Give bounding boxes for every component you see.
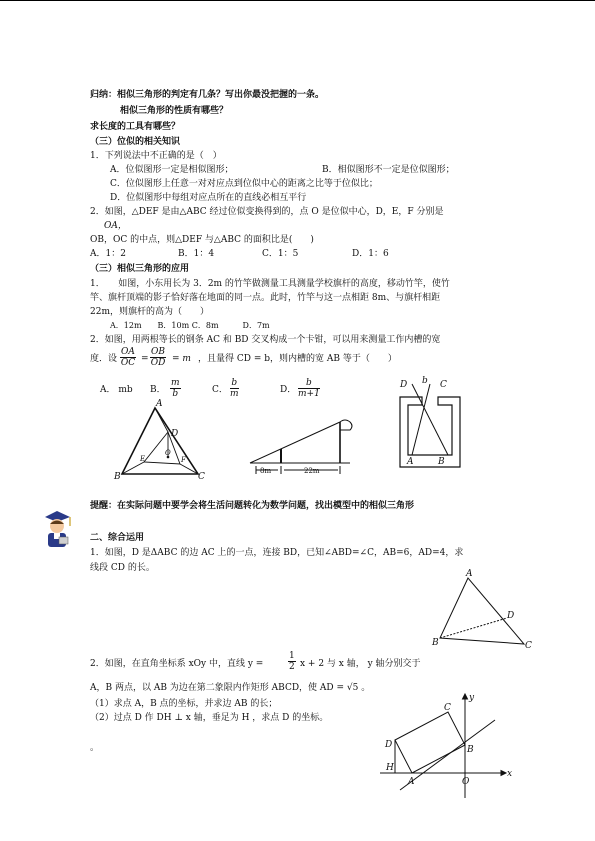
label-8m: 8m bbox=[260, 467, 272, 475]
section3a-title: （三）位似的相关知识 bbox=[90, 137, 181, 147]
app-q2-option-b-label: B． bbox=[150, 385, 166, 395]
section3b-title: （三）相似三角形的应用 bbox=[90, 264, 190, 274]
label-c: C bbox=[525, 641, 532, 651]
fraction-den: m+1 bbox=[298, 389, 320, 399]
app-q1-line3: 22m，则旗杆的高为（ ） bbox=[90, 307, 209, 317]
s2-q2-sub2: （2）过点 D 作 DH ⊥ x 轴，垂足为 H ，求点 D 的坐标。 bbox=[90, 713, 329, 723]
label-c: C bbox=[198, 472, 205, 482]
s2-q2-line2: A，B 两点，以 AB 为边在第二象限内作矩形 ABCD，使 AD = √5 。 bbox=[90, 683, 371, 693]
fraction-num: b bbox=[231, 378, 238, 388]
s2-q1-line1: 1．如图，D 是ΔABC 的边 AC 上的一点，连接 BD，已知∠ABD=∠C，AB=6，AD=4，求 bbox=[90, 548, 464, 558]
fraction-den: b bbox=[172, 389, 179, 399]
label-d: D bbox=[171, 429, 179, 439]
figure-triangle-abd bbox=[432, 568, 532, 651]
q1-option-a: A．位似图形一定是相似图形； bbox=[110, 165, 234, 175]
s2-q2-pre: 2．如图，在直角坐标系 xOy 中，直线 y = bbox=[90, 659, 264, 669]
label-b: B bbox=[432, 638, 439, 648]
q2-line1: 2．如图，△DEF 是由△ABC 经过位似变换得到的，点 O 是位似中心，D，E，F 分别是 bbox=[90, 207, 444, 217]
label-c: C bbox=[444, 703, 451, 713]
figure-coordinate-rectangle bbox=[380, 690, 520, 800]
label-f: F bbox=[181, 456, 186, 464]
q2-option-c: C．1：5 bbox=[262, 249, 299, 259]
label-o: O bbox=[462, 777, 470, 787]
label-b: b bbox=[422, 376, 428, 386]
option-d-fraction bbox=[298, 378, 320, 399]
fraction-ob-od bbox=[150, 347, 166, 368]
label-d: D bbox=[385, 740, 393, 750]
fraction-oa-oc bbox=[120, 347, 136, 368]
s2-q2-post: x + 2 与 x 轴， y 轴分别交于 bbox=[300, 659, 421, 669]
equals-sign: = bbox=[141, 354, 149, 364]
q1-stem: 1．下列说法中不正确的是（ ） bbox=[90, 151, 222, 161]
fraction-num: m bbox=[171, 378, 180, 388]
fraction-den: OD bbox=[150, 358, 166, 368]
q1-option-b: B．相似图形不一定是位似图形； bbox=[322, 165, 455, 175]
fraction-one-half bbox=[288, 651, 296, 672]
label-x: x bbox=[507, 769, 513, 779]
q2-option-b: B．1：4 bbox=[178, 249, 215, 259]
label-y: y bbox=[469, 693, 475, 703]
q1-option-d: D．位似图形中每组对应点所在的直线必相互平行 bbox=[110, 193, 307, 203]
app-q2-option-d-label: D． bbox=[280, 385, 297, 395]
app-q2-pre: 度．设 bbox=[90, 354, 118, 364]
label-c: C bbox=[440, 380, 447, 390]
label-a: A bbox=[466, 569, 473, 579]
q2-option-d: D．1：6 bbox=[352, 249, 389, 259]
summary-line3: 求长度的工具有哪些？ bbox=[90, 122, 181, 132]
label-b: B bbox=[114, 472, 121, 482]
fraction-num: OB bbox=[151, 347, 165, 357]
label-b2: B bbox=[438, 457, 445, 467]
summary-line2: 相似三角形的性质有哪些？ bbox=[120, 106, 229, 116]
s2-q2-end: 。 bbox=[90, 743, 100, 753]
figure-homothety-triangles bbox=[112, 399, 222, 482]
app-q2-mid: ，且量得 CD = b，则内槽的宽 AB 等于（ ） bbox=[198, 354, 397, 364]
eq-m: = m bbox=[172, 354, 191, 364]
q2-line2: OA， bbox=[104, 221, 127, 231]
summary-line1: 归纳：相似三角形的判定有几条？写出你最没把握的一条。 bbox=[90, 90, 325, 100]
app-q2-option-c-label: C． bbox=[212, 385, 228, 395]
label-22m: 22m bbox=[304, 467, 320, 475]
option-b-fraction bbox=[170, 378, 181, 399]
figure-caliper bbox=[390, 375, 470, 475]
page-top-rule bbox=[0, 0, 595, 1]
s2-q1-line2: 线段 CD 的长。 bbox=[90, 563, 155, 573]
label-a: A bbox=[408, 777, 415, 787]
label-a: A bbox=[407, 457, 414, 467]
s2-q2-sub1: （1）求点 A，B 点的坐标，并求边 AB 的长； bbox=[90, 699, 278, 709]
q2-line3: OB，OC 的中点，则△DEF 与△ABC 的面积比是( ) bbox=[90, 235, 314, 245]
q1-option-c: C．位似图形上任意一对对应点到位似中心的距离之比等于位似比； bbox=[110, 179, 378, 189]
label-d: D bbox=[507, 611, 515, 621]
option-c-fraction bbox=[230, 378, 239, 399]
app-q2-line1: 2．如图，用两根等长的钢条 AC 和 BD 交叉构成一个卡钳，可以用来测量工作内槽的宽 bbox=[90, 335, 441, 345]
app-q1-options: A．12m B．10m C．8m D．7m bbox=[110, 321, 270, 330]
app-q1-line2: 竿、旗杆顶端的影子恰好落在地面的同一点。此时，竹竿与这一点相距 8m、与旗杆相距 bbox=[90, 293, 441, 303]
label-e: E bbox=[140, 455, 146, 463]
tip-text: 提醒：在实际问题中要学会将生活问题转化为数学问题，找出模型中的相似三角形 bbox=[90, 501, 415, 511]
section2-title: 二、综合运用 bbox=[90, 533, 145, 543]
fraction-num: OA bbox=[121, 347, 135, 357]
fraction-num: b bbox=[298, 378, 320, 389]
label-o: O bbox=[165, 449, 171, 457]
figure-flagpole-shadow bbox=[250, 418, 360, 478]
label-b: B bbox=[467, 745, 474, 755]
fraction-den: m bbox=[230, 389, 239, 399]
label-h: H bbox=[386, 763, 394, 773]
fraction-den: OC bbox=[120, 358, 136, 368]
label-d: D bbox=[400, 380, 408, 390]
teacher-icon bbox=[40, 507, 74, 551]
app-q2-option-a: A． mb bbox=[100, 385, 133, 395]
label-a: A bbox=[156, 399, 163, 409]
app-q1-line1: 1． 如图，小东用长为 3．2m 的竹竿做测量工具测量学校旗杆的高度，移动竹竿，使竹 bbox=[90, 279, 450, 289]
fraction-num: 1 bbox=[289, 651, 295, 661]
fraction-den: 2 bbox=[289, 662, 295, 672]
q2-option-a: A．1：2 bbox=[90, 249, 126, 259]
